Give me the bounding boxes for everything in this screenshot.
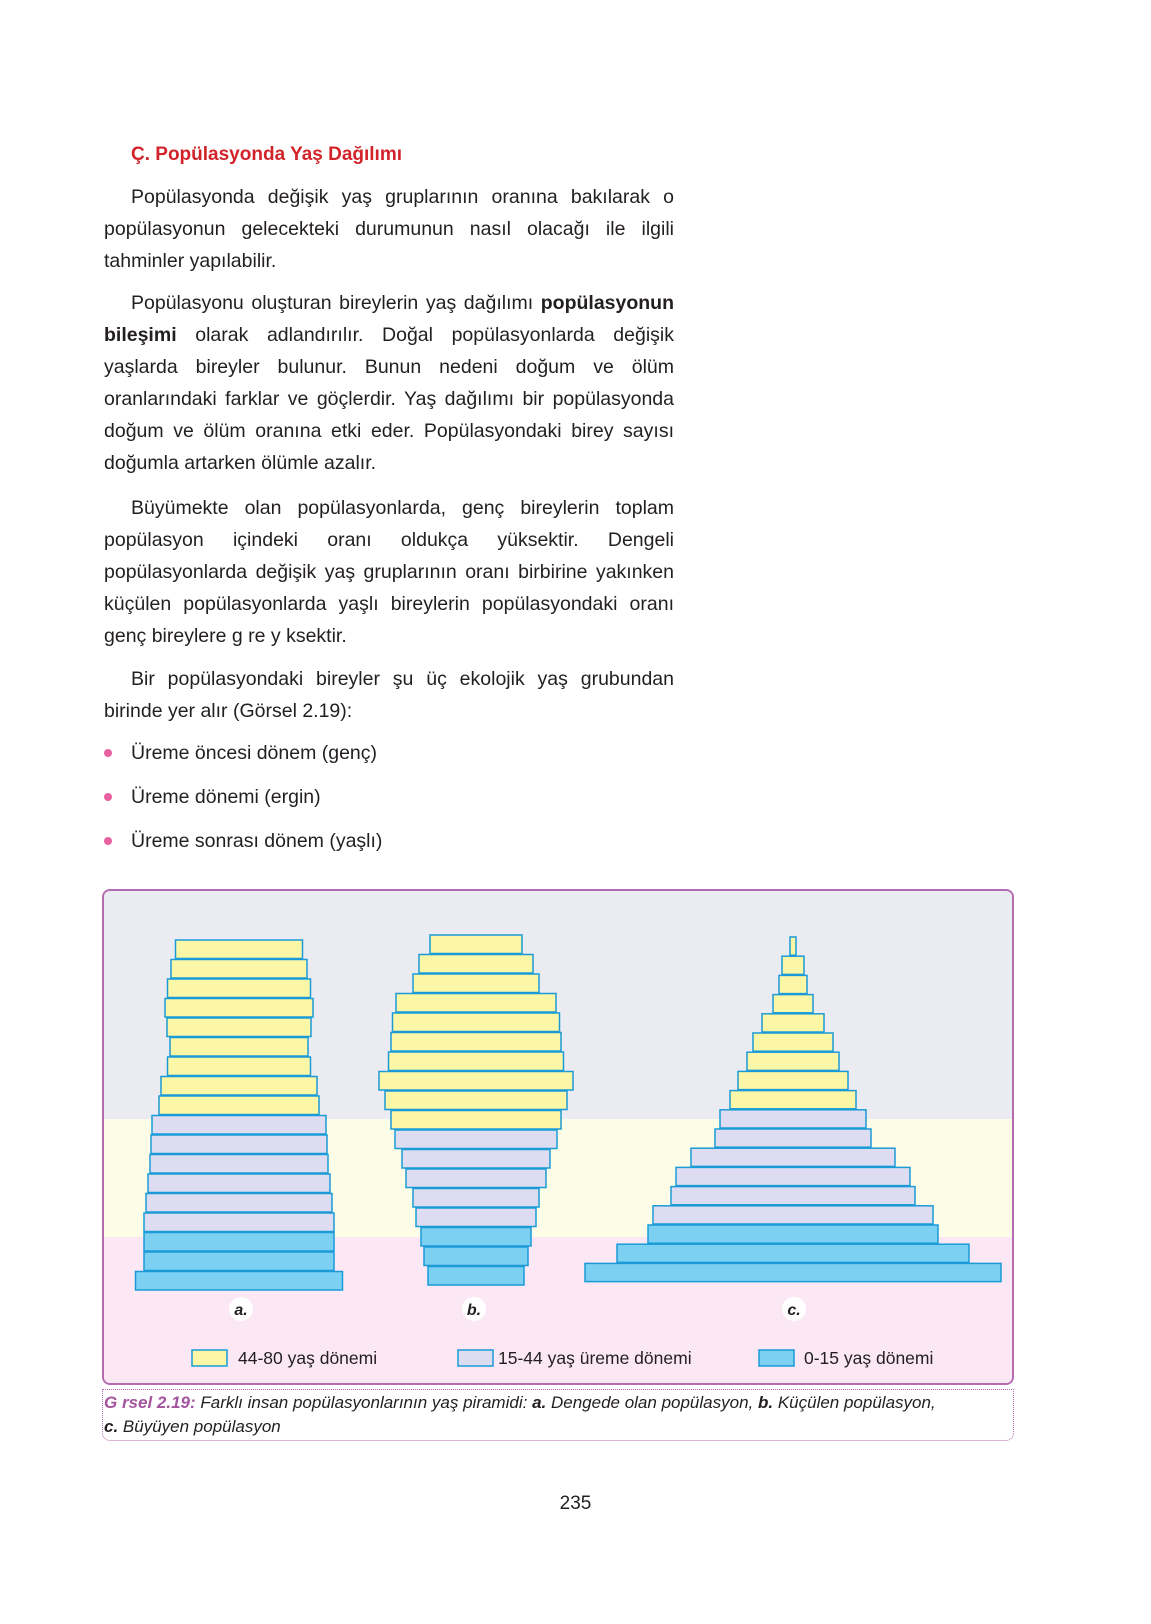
paragraph-2-term: popülasyonun bileşimi: [104, 292, 674, 346]
pyramid-b-bar-adult: [413, 1189, 539, 1208]
paragraph-2-rest: olarak adlandırılır. Doğal popülasyonlarda değişik yaşlarda bireyler bulunur. Bunun nedeni doğum ve ölüm oranlarındaki farklar ve göçlerdir. Yaş dağılımı bir popülasyonda doğum ve ölüm oranına etki eder. Popülasyondaki birey sayısı doğumla artarken ölümle azalır.: [104, 324, 674, 474]
paragraph-3: Büyümekte olan popülasyonlarda, genç bireylerin toplam popülasyon içindeki oranı oldukça yüksektir. Dengeli popülasyonlarda değişik yaş gruplarının oranı birbirine yakınken küçülen popülasyonlarda yaşlı bireylerin popülasyondaki oranı genç bireylere g re y ksektir.: [104, 497, 674, 647]
pyramid-a-bar-old: [168, 979, 311, 998]
age-pyramids-diagram: [104, 891, 1014, 1385]
list-item: [104, 737, 382, 769]
pyramid-c-bar-old: [779, 975, 807, 993]
pyramid-b-bar-old: [393, 1013, 560, 1032]
pyramid-b-bar-old: [396, 994, 556, 1013]
pyramid-a-bar-old: [161, 1077, 317, 1096]
pyramid-a-bar-old: [167, 1018, 311, 1037]
pyramid-b-bar-old: [391, 1111, 561, 1130]
panel-label-b: b.: [466, 1302, 482, 1319]
pyramid-c-bar-old: [738, 1071, 848, 1089]
legend-swatch-young: [759, 1350, 794, 1366]
section-heading: Ç. Popülasyonda Yaş Dağılımı: [131, 144, 403, 165]
paragraph-2-start: Popülasyonu oluşturan bireylerin yaş dağılımı: [131, 292, 541, 314]
pyramid-a-bar-old: [159, 1096, 319, 1115]
pyramid-c-bar-old: [790, 937, 796, 955]
bullet-dot-icon: [104, 749, 112, 757]
paragraph-1: Popülasyonda değişik yaş gruplarının oranına bakılarak o popülasyonun gelecekteki durumunun nasıl olacağı ile ilgili tahminler yapılabilir.: [104, 186, 674, 272]
pyramid-a-bar-old: [165, 999, 313, 1018]
pyramid-b-bar-old: [413, 974, 539, 993]
list-item: [104, 781, 382, 813]
pyramid-c-bar-adult: [671, 1187, 915, 1205]
pyramid-c-bar-young: [648, 1225, 938, 1243]
legend-label-old: 44-80 yaş dönemi: [238, 1348, 378, 1368]
pyramid-a-bar-young: [144, 1233, 334, 1252]
pyramid-a-bar-adult: [152, 1116, 326, 1135]
pyramid-b-bar-adult: [402, 1150, 550, 1169]
caption-intro: Farklı insan popülasyonlarının yaş piramidi:: [195, 1393, 533, 1412]
list-item: [104, 825, 382, 857]
pyramid-b-bar-old: [379, 1072, 573, 1091]
pyramid-c-bar-adult: [653, 1206, 933, 1224]
pyramid-c-bar-old: [747, 1052, 839, 1070]
pyramid-c-bar-adult: [691, 1148, 895, 1166]
pyramid-a-bar-adult: [150, 1155, 328, 1174]
bullet-dot-icon: [104, 793, 112, 801]
caption-a-label: a.: [532, 1393, 547, 1412]
pyramid-b-bar-adult: [395, 1130, 557, 1149]
pyramid-a-bar-adult: [151, 1135, 327, 1154]
legend-swatch-adult: [458, 1350, 493, 1366]
pyramid-a-bar-young: [136, 1272, 343, 1291]
legend-swatch-old: [192, 1350, 227, 1366]
pyramid-c-bar-adult: [715, 1129, 871, 1147]
pyramid-c-bar-old: [782, 956, 804, 974]
pyramid-c-bar-old: [730, 1091, 856, 1109]
panel-label-a: a.: [234, 1302, 248, 1319]
figure-caption-line-2: [104, 1417, 281, 1437]
pyramid-b-bar-young: [428, 1267, 524, 1286]
figure-caption-label: G rsel 2.19:: [104, 1393, 196, 1412]
age-pyramid-figure: [102, 889, 1014, 1385]
pyramid-c-bar-young: [585, 1263, 1001, 1281]
pyramid-b-bar-old: [419, 955, 533, 974]
paragraph-2: [104, 287, 674, 479]
pyramid-a-bar-old: [176, 940, 303, 959]
figure-caption-line-1: [104, 1393, 936, 1413]
pyramid-b-bar-adult: [416, 1208, 536, 1227]
pyramid-b-bar-old: [389, 1052, 564, 1071]
pyramid-c-bar-adult: [676, 1167, 910, 1185]
pyramid-a-bar-young: [144, 1252, 334, 1271]
panel-label-c: c.: [787, 1302, 801, 1319]
pyramid-a-bar-old: [171, 960, 307, 979]
age-group-list: [104, 737, 382, 869]
caption-b-text: Küçülen popülasyon,: [773, 1393, 936, 1412]
pyramid-b-bar-adult: [406, 1169, 546, 1188]
caption-c-label: c.: [104, 1417, 119, 1436]
list-item-text: Üreme sonrası dönem (yaşlı): [131, 830, 383, 852]
legend-label-adult: 15-44 yaş üreme dönemi: [498, 1348, 692, 1368]
pyramid-c-bar-old: [762, 1014, 824, 1032]
pyramid-a-bar-old: [168, 1057, 311, 1076]
pyramid-a-bar-adult: [148, 1174, 330, 1193]
caption-c-text: Büyüyen popülasyon: [118, 1417, 281, 1436]
bullet-dot-icon: [104, 837, 112, 845]
pyramid-a-bar-adult: [144, 1213, 334, 1232]
pyramid-a-bar-old: [170, 1038, 308, 1057]
pyramid-b-bar-old: [391, 1033, 561, 1052]
caption-a-text: Dengede olan popülasyon,: [546, 1393, 758, 1412]
pyramid-c-bar-old: [773, 995, 813, 1013]
pyramid-b-bar-old: [385, 1091, 567, 1110]
pyramid-c-bar-young: [617, 1244, 969, 1262]
pyramid-b-bar-young: [421, 1228, 531, 1247]
page-number: 235: [559, 1493, 592, 1514]
list-item-text: Üreme dönemi (ergin): [131, 786, 321, 808]
pyramid-b-bar-old: [430, 935, 522, 954]
pyramid-a-bar-adult: [146, 1194, 332, 1213]
pyramid-c-bar-old: [753, 1033, 833, 1051]
paragraph-4: Bir popülasyondaki bireyler şu üç ekolojik yaş grubundan birinde yer alır (Görsel 2.19):: [104, 668, 674, 722]
legend-label-young: 0-15 yaş dönemi: [804, 1348, 934, 1368]
list-item-text: Üreme öncesi dönem (genç): [131, 742, 378, 764]
pyramid-b-bar-young: [424, 1247, 528, 1266]
caption-b-label: b.: [757, 1393, 774, 1412]
pyramid-c-bar-adult: [720, 1110, 866, 1128]
